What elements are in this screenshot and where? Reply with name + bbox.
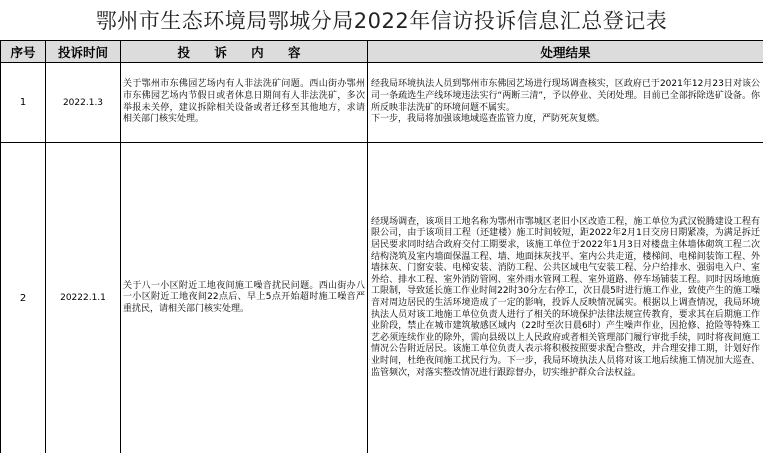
header-time: 投诉时间 (46, 41, 121, 63)
table-row (1, 143, 763, 453)
row-content: 关于八一小区附近工地夜间施工噪音扰民问题。西山街办八一小区附近工地夜间22点后、早上5点开始超时施工噪音严重扰民，请相关部门核实处理。 (121, 143, 368, 453)
row-result (368, 143, 763, 453)
row-seq: 1 (1, 63, 46, 143)
row-seq: 2 (1, 143, 46, 453)
result-paragraph: 下一步，我局将加强该地域巡查监管力度，严防死灰复燃。 (371, 114, 606, 125)
petition-register-table (0, 40, 763, 453)
result-paragraph: 经我局环境执法人员到鄂州市东佛园艺场进行现场调查核实，区政府已于2021年12月23日对该公司一条疏选生产线环境违法实行“两断三清”，予以停业、关闭处理。目前已全部拆除选矿设备。你所反映非法洗矿的环境问题不属实。 (371, 79, 760, 113)
row-result (368, 63, 763, 143)
row-time: 20222.1.1 (46, 143, 121, 453)
header-result: 处理结果 (368, 41, 763, 63)
result-paragraph: 经现场调查，该项目工地名称为鄂州市鄂城区老旧小区改造工程，施工单位为武汉锐腾建设工程有限公司，由于该项目工程（还建楼）施工时间较短，距2022年2月1日交房日期紧凑，为满足拆迁居民要求同时结合政府交付工期要求，该施工单位于2022年1月3日对楼盘主体墙体砌筑工程二次结构浇筑及室内墙面保温工程、墙、地面抹灰找平、室内公共走道，楼梯间、电梯间装饰工程、外墙抹灰、门窗安装、电梯安装、消防工程、公共区域电气安装工程、分户给排水、强弱电入户、室外给、排水工程、室外消防管网、室外雨水管网工程、室外道路、停车场铺装工程。同时因场地施工限制，导致延长施工作业时间22时30分左右停工，次日晨5时进行施工作业，致使产生的施工噪音对周边居民的生活环境造成了一定的影响，投诉人反映情况属实。根据以上调查情况，我局环境执法人员对该工地施工单位负责人进行了相关的环境保护法律法规宣传教育，要求其在后期施工作业阶段，禁止在城市建筑敏感区域内（22时至次日晨6时）产生噪声作业，因抢修、抢险等特殊工艺必须连续作业的除外，需向县级以上人民政府或者相关管理部门履行审批手续，同时将夜间施工情况公告附近居民。该施工单位负责人表示将积极按照要求配合整改，并合理安排工期，计划好作业时间，杜绝夜间施工扰民行为。下一步，我局环境执法人员将对该工地后续施工情况加大巡查、监管频次，对落实整改情况进行跟踪督办，切实维护群众合法权益。 (371, 216, 760, 378)
row-time: 2022.1.3 (46, 63, 121, 143)
table-row (1, 63, 763, 143)
page-title: 鄂州市生态环境局鄂城分局2022年信访投诉信息汇总登记表 (95, 9, 668, 33)
header-seq: 序号 (1, 41, 46, 63)
row-content: 关于鄂州市东佛园艺场内有人非法洗矿问题。西山街办鄂州市东佛园艺场内节假日或者休息日期间有人非法洗矿，多次举报未关停，建议拆除相关设备或者迁移至其他地方，求请相关部门核实处理。 (121, 63, 368, 143)
table-header-row (1, 41, 763, 63)
header-content: 投 诉 内 容 (121, 41, 368, 63)
